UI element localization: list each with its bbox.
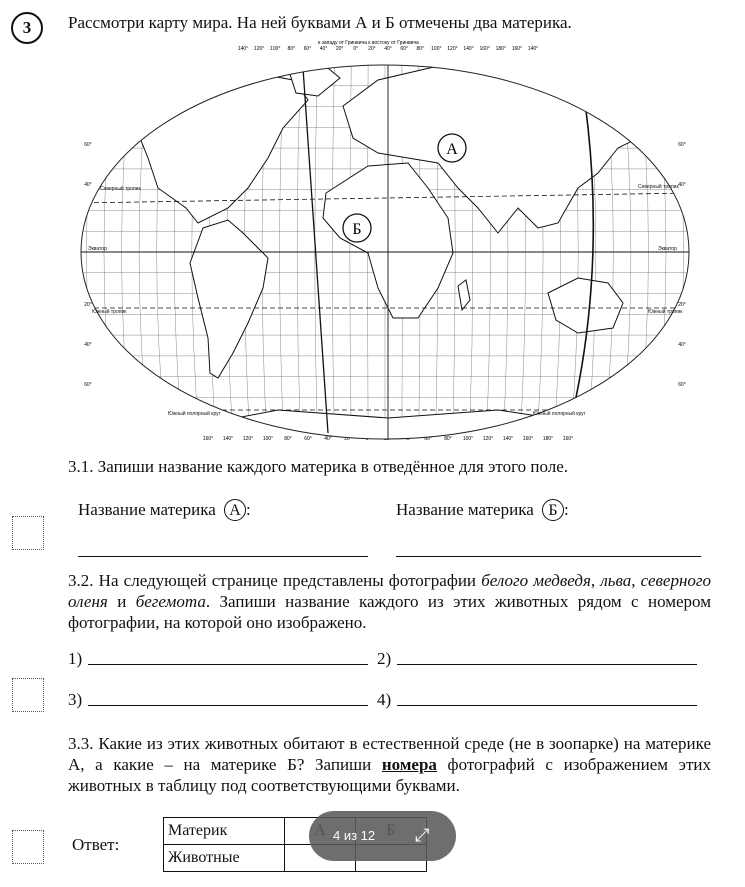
map-tick-label: 100°	[462, 436, 474, 442]
task2-part2: . Запиши название каждого из этих животных рядом с номером фотографии, на которой оно изображено.	[68, 592, 711, 632]
map-tick-label: 140°	[463, 46, 474, 52]
answer-line-1[interactable]	[88, 664, 368, 665]
map-lat-label: 60°	[84, 142, 92, 148]
map-lat-label: 20°	[678, 302, 686, 308]
task2-sep2: ,	[631, 571, 641, 590]
item-3-number: 3)	[68, 690, 83, 709]
map-tick-label: 140°	[527, 46, 539, 52]
map-tick-label: 160°	[522, 436, 534, 442]
colon-b: :	[564, 500, 569, 519]
task2-sep1: ,	[590, 571, 601, 590]
page-indicator[interactable]	[309, 811, 456, 861]
map-lat-label: 40°	[84, 342, 92, 348]
map-tick-label: 40°	[384, 46, 392, 52]
map-lat-label: 40°	[678, 182, 686, 188]
animal-lion: льва	[600, 571, 632, 590]
map-top-headers: к западу от Гринвича к востоку от Гринвича	[318, 40, 419, 46]
question-text: Рассмотри карту мира. На ней буквами А и Б отмечены два материка.	[68, 13, 572, 32]
label-tropic-north-left: Северный тропик	[100, 186, 141, 192]
map-tick-label: 100°	[431, 46, 442, 52]
task1-title: 3.1. Запиши название каждого материка в отведённое для этого поле.	[68, 457, 569, 476]
label-equator-right: Экватор	[658, 246, 677, 252]
map-lat-label: 60°	[678, 382, 686, 388]
map-tick-label: 60°	[400, 46, 408, 52]
page-counter: 4 из 12	[333, 828, 376, 843]
map-tick-label: 60°	[303, 46, 312, 52]
map-tick-label: 40°	[319, 46, 328, 52]
map-tick-label: 0°	[353, 46, 359, 52]
map-tick-label: 120°	[242, 436, 254, 442]
map-tick-label: 80°	[444, 436, 452, 442]
map-tick-label: 180°	[542, 436, 554, 442]
map-tick-label: 140°	[237, 46, 249, 52]
map-tick-label: 20°	[384, 436, 392, 442]
circle-b: Б	[542, 499, 564, 521]
circle-a: А	[224, 499, 246, 521]
animal-hippo: бегемота	[135, 592, 206, 611]
map-tick-label: 20°	[344, 436, 352, 442]
map-tick-label: 20°	[368, 46, 376, 52]
map-tick-label: 180°	[495, 46, 506, 52]
label-polar-right: Южный полярный круг	[533, 411, 586, 417]
answer-label: Ответ:	[72, 835, 120, 854]
item-1-number: 1)	[68, 649, 83, 668]
map-tick-label: 20°	[335, 46, 344, 52]
animal-polar-bear: белого медведя	[481, 571, 591, 590]
map-tick-label: 160°	[479, 46, 490, 52]
animal-reindeer: северного оленя	[68, 571, 712, 611]
task3-text	[68, 733, 711, 796]
map-tick-label: 60°	[424, 436, 432, 442]
map-lat-label: 20°	[84, 302, 92, 308]
task3-part2: фотографий с изображением этих животных в таблицу под соответствующими буквами.	[68, 755, 711, 795]
map-lat-label: 40°	[678, 342, 686, 348]
map-tick-label: 160°	[202, 436, 214, 442]
label-polar-left: Южный полярный круг	[168, 411, 221, 417]
map-tick-label: 100°	[270, 46, 281, 52]
map-tick-label: 100°	[262, 436, 274, 442]
item-4-number: 4)	[377, 690, 392, 709]
label-equator-left: Экватор	[88, 246, 107, 252]
answer-line-b[interactable]	[396, 556, 701, 557]
map-tick-label: 140°	[502, 436, 514, 442]
map-lat-label: 60°	[678, 142, 686, 148]
task3-bold: номера	[381, 755, 437, 774]
cell-row1-header: Материк	[164, 818, 285, 845]
cell-row2-header: Животные	[164, 845, 285, 872]
map-tick-label: 40°	[404, 436, 412, 442]
score-box-2[interactable]	[12, 678, 44, 712]
map-tick-label: 60°	[304, 436, 312, 442]
task2-part1: 3.2. На следующей странице представлены фотографии	[68, 571, 482, 590]
label-tropic-north-right: Северный тропик	[638, 184, 679, 190]
task2-and: и	[107, 592, 136, 611]
marker-a-label: А	[446, 141, 458, 158]
name-label-b: Название материка	[396, 500, 534, 519]
name-label-a: Название материка	[78, 500, 216, 519]
continent-a-label-row	[78, 499, 251, 521]
label-tropic-south-right: Южный тропик	[648, 309, 683, 315]
map-tick-label: 140°	[222, 436, 234, 442]
map-lat-label: 60°	[84, 382, 92, 388]
map-tick-label: 0°	[365, 436, 371, 442]
answer-line-2[interactable]	[397, 664, 697, 665]
label-tropic-south-left: Южный тропик	[92, 309, 127, 315]
item-2-number: 2)	[377, 649, 392, 668]
task2-text	[68, 570, 711, 633]
score-box-1[interactable]	[12, 516, 44, 550]
map-tick-label: 80°	[416, 46, 425, 52]
answer-line-a[interactable]	[78, 556, 368, 557]
colon-a: :	[246, 500, 251, 519]
map-tick-label: 80°	[284, 436, 292, 442]
expand-icon[interactable]: ⤢	[415, 825, 430, 845]
marker-b-label: Б	[352, 221, 362, 238]
question-number: 3	[11, 12, 43, 44]
map-tick-label: 120°	[447, 46, 458, 52]
answer-line-4[interactable]	[397, 705, 697, 706]
map-tick-label: 120°	[253, 46, 265, 52]
answer-line-3[interactable]	[88, 705, 368, 706]
map-tick-label: 80°	[287, 46, 296, 52]
map-tick-label: 120°	[482, 436, 494, 442]
map-tick-label: 160°	[511, 46, 523, 52]
score-box-3[interactable]	[12, 830, 44, 864]
map-tick-label: 40°	[324, 436, 332, 442]
map-top-ticks	[238, 46, 538, 52]
continent-b-label-row	[396, 499, 569, 521]
world-map	[78, 38, 692, 442]
map-lat-label: 40°	[84, 182, 92, 188]
map-tick-label: 160°	[562, 436, 574, 442]
task3-part1: 3.3. Какие из этих животных обитают в естественной среде (не в зоопарке) на материке А, а какие – на материке Б? Запиши	[68, 734, 711, 774]
